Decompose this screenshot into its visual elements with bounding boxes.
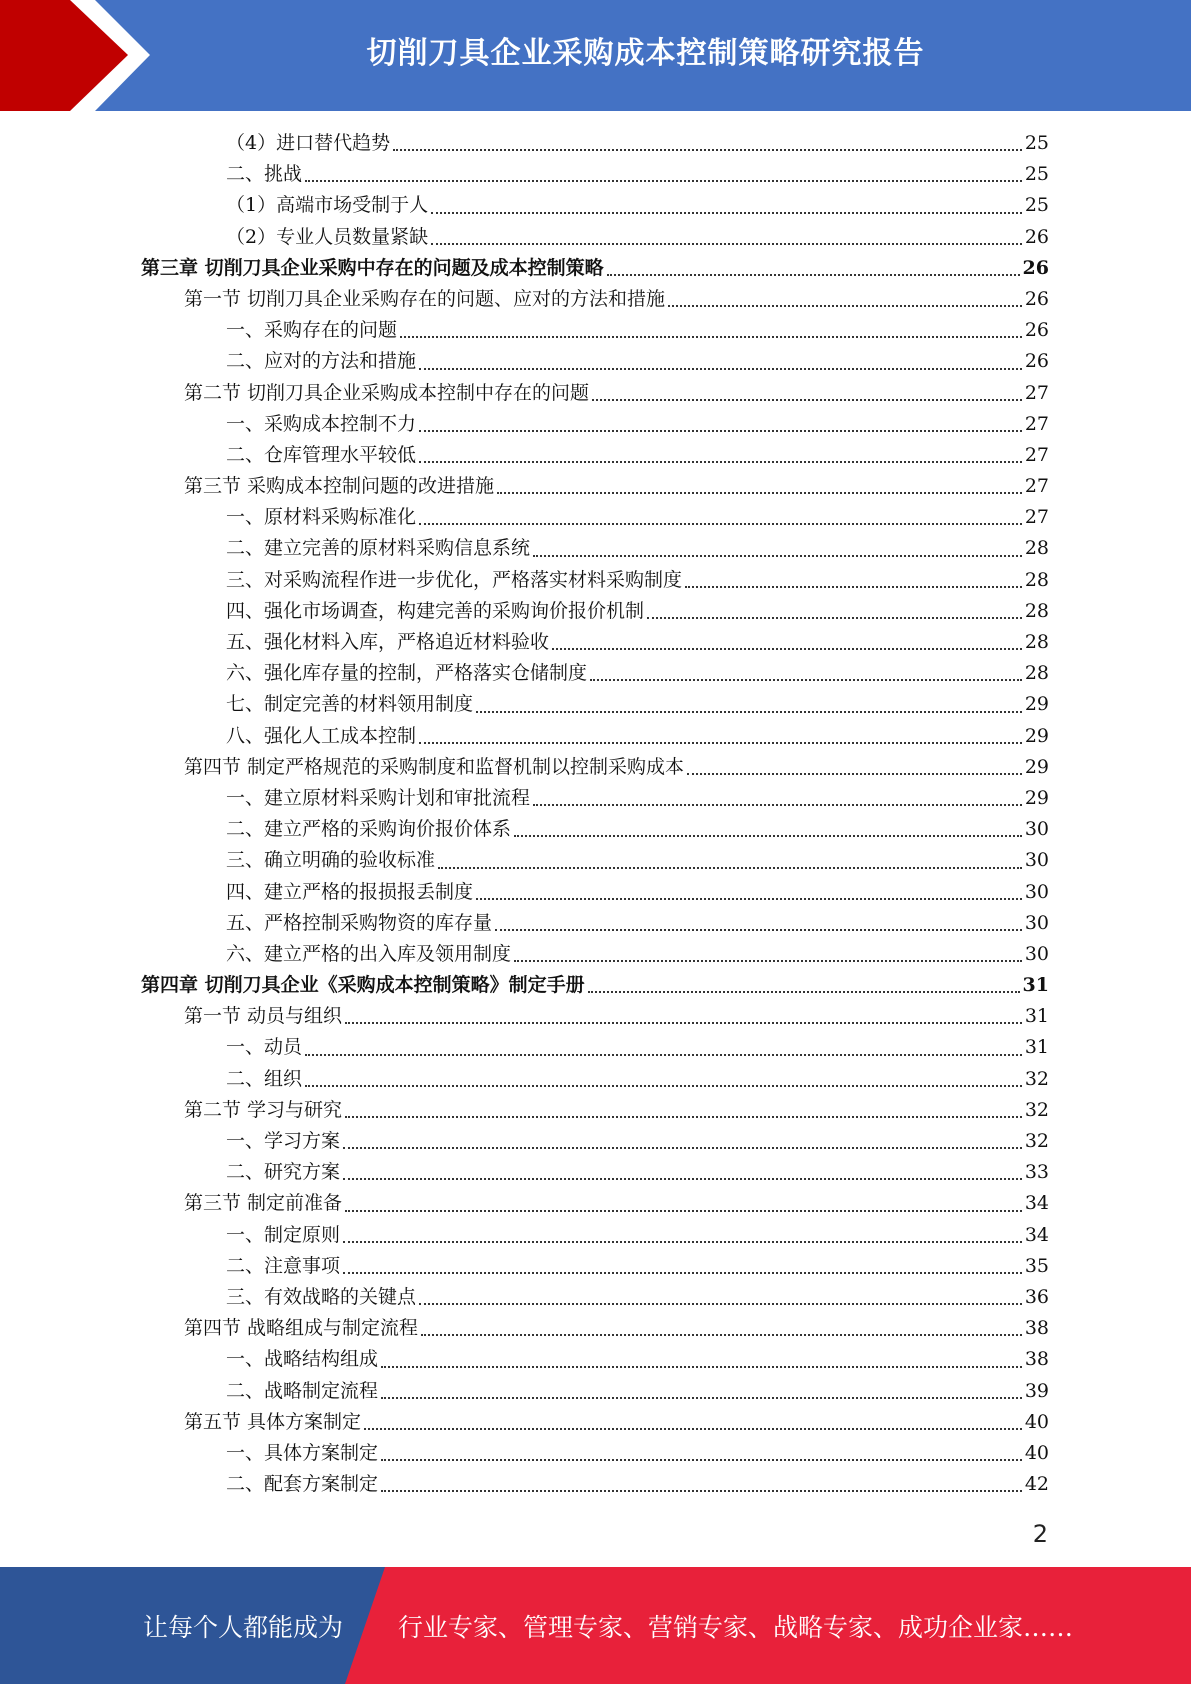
page-number: 2 [1032, 1520, 1048, 1548]
toc-leader-dots [419, 430, 1022, 432]
toc-subsection-entry[interactable] [141, 190, 1049, 221]
toc-entry-title: 一、学习方案 [226, 1130, 341, 1152]
toc-entry-page: 26 [1022, 256, 1049, 279]
toc-chapter-entry[interactable] [141, 253, 1049, 284]
toc-entry-title: 二、组织 [226, 1067, 303, 1090]
toc-leader-dots [419, 461, 1022, 463]
toc-entry-page: 29 [1024, 786, 1049, 809]
toc-subsection-entry[interactable] [141, 315, 1049, 346]
toc-leader-dots [497, 492, 1022, 494]
toc-leader-dots [431, 243, 1022, 245]
toc-entry-page: 30 [1024, 880, 1049, 903]
toc-subsection-entry[interactable] [141, 1064, 1049, 1095]
toc-entry-page: 25 [1024, 132, 1049, 154]
toc-entry-title: 二、建立严格的采购询价报价体系 [226, 818, 512, 841]
toc-subsection-entry[interactable] [141, 1282, 1049, 1313]
toc-section-entry[interactable] [141, 378, 1049, 409]
toc-leader-dots [647, 617, 1022, 619]
toc-leader-dots [345, 1116, 1022, 1118]
toc-subsection-entry[interactable] [141, 814, 1049, 845]
toc-subsection-entry[interactable] [141, 596, 1049, 627]
toc-section-entry[interactable] [141, 471, 1049, 502]
toc-leader-dots [590, 679, 1022, 681]
toc-leader-dots [419, 368, 1022, 370]
toc-entry-title: 第一节 动员与组织 [184, 1005, 343, 1028]
toc-entry-page: 27 [1024, 443, 1049, 466]
toc-entry-title: 五、严格控制采购物资的库存量 [226, 911, 493, 934]
toc-section-entry[interactable] [141, 1095, 1049, 1126]
table-of-contents [141, 128, 1049, 1500]
toc-subsection-entry[interactable] [141, 1126, 1049, 1157]
toc-entry-page: 34 [1024, 1223, 1049, 1246]
toc-leader-dots [345, 1022, 1022, 1024]
toc-entry-title: 第四章 切削刀具企业《采购成本控制策略》制定手册 [141, 974, 585, 997]
toc-leader-dots [343, 1272, 1022, 1274]
toc-entry-page: 42 [1024, 1473, 1049, 1496]
toc-entry-page: 33 [1024, 1161, 1049, 1184]
toc-subsection-entry[interactable] [141, 1157, 1049, 1188]
toc-entry-page: 27 [1024, 381, 1049, 404]
toc-entry-title: 二、战略制定流程 [226, 1379, 379, 1402]
toc-entry-page: 40 [1024, 1410, 1049, 1433]
toc-subsection-entry[interactable] [141, 783, 1049, 814]
toc-entry-title: （2）专业人员数量紧缺 [226, 225, 429, 248]
toc-leader-dots [364, 1428, 1022, 1430]
toc-entry-page: 32 [1024, 1098, 1049, 1121]
toc-entry-title: 六、强化库存量的控制，严格落实仓储制度 [226, 662, 588, 685]
toc-leader-dots [343, 1178, 1022, 1180]
toc-entry-page: 25 [1024, 194, 1049, 217]
toc-entry-page: 30 [1024, 911, 1049, 934]
toc-entry-title: 一、具体方案制定 [226, 1441, 379, 1464]
toc-entry-page: 29 [1024, 693, 1049, 716]
toc-subsection-entry[interactable] [141, 409, 1049, 440]
toc-entry-title: 一、建立原材料采购计划和审批流程 [226, 786, 531, 809]
toc-leader-dots [588, 991, 1020, 993]
toc-entry-page: 28 [1024, 662, 1049, 685]
toc-section-entry[interactable] [141, 1188, 1049, 1219]
toc-leader-dots [438, 867, 1022, 869]
document-title: 切削刀具企业采购成本控制策略研究报告 [366, 36, 925, 71]
toc-subsection-entry[interactable] [141, 845, 1049, 876]
toc-leader-dots [419, 523, 1022, 525]
toc-entry-title: 一、制定原则 [226, 1223, 341, 1246]
toc-entry-page: 28 [1024, 631, 1049, 653]
toc-entry-title: 二、配套方案制定 [226, 1473, 379, 1496]
toc-subsection-entry[interactable] [141, 877, 1049, 908]
toc-entry-page: 26 [1024, 350, 1049, 373]
toc-subsection-entry[interactable] [141, 1032, 1049, 1063]
toc-entry-title: 二、应对的方法和措施 [226, 350, 417, 373]
toc-entry-page: 34 [1024, 1192, 1049, 1215]
toc-leader-dots [381, 1459, 1022, 1461]
page-header [0, 0, 1191, 111]
toc-subsection-entry[interactable] [141, 1251, 1049, 1282]
toc-leader-dots [533, 804, 1022, 806]
toc-subsection-entry[interactable] [141, 627, 1049, 658]
toc-subsection-entry[interactable] [141, 658, 1049, 689]
toc-subsection-entry[interactable] [141, 565, 1049, 596]
toc-subsection-entry[interactable] [141, 1376, 1049, 1407]
toc-entry-page: 27 [1024, 412, 1049, 435]
toc-entry-title: 三、有效战略的关键点 [226, 1285, 417, 1308]
toc-entry-page: 31 [1024, 1036, 1049, 1059]
footer-slogan-right: 行业专家、管理专家、营销专家、战略专家、成功企业家…… [398, 1612, 1074, 1642]
toc-subsection-entry[interactable] [141, 159, 1049, 190]
toc-leader-dots [419, 742, 1022, 744]
toc-entry-page: 30 [1024, 849, 1049, 872]
toc-entry-page: 26 [1024, 319, 1049, 342]
toc-entry-title: 第三节 采购成本控制问题的改进措施 [184, 475, 495, 498]
toc-entry-title: 二、研究方案 [226, 1161, 341, 1184]
toc-entry-title: 第四节 战略组成与制定流程 [184, 1317, 419, 1340]
toc-entry-page: 31 [1024, 1005, 1049, 1028]
toc-entry-title: 八、强化人工成本控制 [226, 724, 417, 747]
toc-leader-dots [393, 149, 1022, 151]
toc-entry-page: 26 [1024, 225, 1049, 248]
toc-leader-dots [305, 1085, 1022, 1087]
toc-entry-title: 第五节 具体方案制定 [184, 1410, 362, 1433]
toc-section-entry[interactable] [141, 1407, 1049, 1438]
toc-entry-page: 28 [1024, 537, 1049, 560]
toc-entry-title: 第三节 制定前准备 [184, 1192, 343, 1215]
toc-subsection-entry[interactable] [141, 440, 1049, 471]
toc-entry-title: 一、采购成本控制不力 [226, 412, 417, 435]
toc-leader-dots [381, 1397, 1022, 1399]
toc-subsection-entry[interactable] [141, 908, 1049, 939]
toc-leader-dots [592, 399, 1022, 401]
toc-subsection-entry[interactable] [141, 533, 1049, 564]
toc-subsection-entry[interactable] [141, 1438, 1049, 1469]
toc-leader-dots [381, 1366, 1022, 1368]
toc-section-entry[interactable] [141, 284, 1049, 315]
toc-entry-title: 第三章 切削刀具企业采购中存在的问题及成本控制策略 [141, 256, 604, 279]
toc-subsection-entry[interactable] [141, 502, 1049, 533]
toc-entry-page: 27 [1024, 506, 1049, 529]
toc-entry-page: 25 [1024, 163, 1049, 186]
toc-subsection-entry[interactable] [141, 222, 1049, 253]
toc-entry-title: 四、强化市场调查，构建完善的采购询价报价机制 [226, 599, 645, 622]
toc-entry-title: （1）高端市场受制于人 [226, 194, 429, 217]
toc-entry-title: 二、挑战 [226, 163, 303, 186]
toc-entry-title: 第二节 切削刀具企业采购成本控制中存在的问题 [184, 381, 590, 404]
toc-subsection-entry[interactable] [141, 1344, 1049, 1375]
toc-leader-dots [476, 711, 1022, 713]
toc-subsection-entry[interactable] [141, 939, 1049, 970]
toc-section-entry[interactable] [141, 752, 1049, 783]
toc-entry-page: 32 [1024, 1067, 1049, 1090]
toc-subsection-entry[interactable] [141, 721, 1049, 752]
toc-entry-title: 一、采购存在的问题 [226, 319, 398, 342]
toc-subsection-entry[interactable] [141, 689, 1049, 720]
page-footer [0, 1567, 1191, 1684]
toc-entry-title: 一、动员 [226, 1036, 303, 1059]
toc-entry-title: 六、建立严格的出入库及领用制度 [226, 942, 512, 965]
red-arrow-decoration [0, 0, 160, 111]
toc-leader-dots [514, 835, 1022, 837]
toc-entry-page: 29 [1024, 755, 1049, 778]
toc-leader-dots [431, 212, 1022, 214]
toc-leader-dots [495, 929, 1022, 931]
toc-entry-page: 38 [1024, 1348, 1049, 1371]
toc-entry-title: （4）进口替代趋势 [226, 132, 391, 154]
toc-entry-title: 二、仓库管理水平较低 [226, 443, 417, 466]
toc-entry-title: 二、建立完善的原材料采购信息系统 [226, 537, 531, 560]
toc-entry-page: 27 [1024, 475, 1049, 498]
footer-slogan-left: 让每个人都能成为 [143, 1612, 344, 1642]
toc-leader-dots [668, 305, 1022, 307]
toc-entry-page: 31 [1022, 974, 1049, 997]
toc-entry-title: 五、强化材料入库，严格追近材料验收 [226, 631, 550, 653]
toc-entry-page: 36 [1024, 1285, 1049, 1308]
toc-entry-title: 一、战略结构组成 [226, 1348, 379, 1371]
toc-entry-page: 26 [1024, 287, 1049, 310]
toc-entry-page: 28 [1024, 568, 1049, 591]
toc-entry-title: 二、注意事项 [226, 1254, 341, 1277]
toc-entry-page: 35 [1024, 1254, 1049, 1277]
toc-entry-title: 七、制定完善的材料领用制度 [226, 693, 474, 716]
toc-subsection-entry[interactable] [141, 1220, 1049, 1251]
toc-entry-page: 29 [1024, 724, 1049, 747]
toc-subsection-entry[interactable] [141, 128, 1049, 159]
toc-entry-page: 32 [1024, 1130, 1049, 1152]
toc-leader-dots [607, 274, 1020, 276]
toc-leader-dots [345, 1210, 1022, 1212]
toc-leader-dots [343, 1241, 1022, 1243]
toc-entry-page: 38 [1024, 1317, 1049, 1340]
toc-subsection-entry[interactable] [141, 1469, 1049, 1500]
toc-leader-dots [421, 1334, 1022, 1336]
toc-entry-title: 一、原材料采购标准化 [226, 506, 417, 529]
toc-entry-title: 第二节 学习与研究 [184, 1098, 343, 1121]
toc-chapter-entry[interactable] [141, 970, 1049, 1001]
toc-entry-title: 三、对采购流程作进一步优化，严格落实材料采购制度 [226, 568, 683, 591]
toc-leader-dots [305, 1054, 1022, 1056]
toc-leader-dots [305, 180, 1022, 182]
toc-entry-page: 28 [1024, 599, 1049, 622]
toc-leader-dots [343, 1147, 1022, 1149]
toc-entry-title: 四、建立严格的报损报丢制度 [226, 880, 474, 903]
toc-section-entry[interactable] [141, 1313, 1049, 1344]
toc-section-entry[interactable] [141, 1001, 1049, 1032]
toc-entry-title: 三、确立明确的验收标准 [226, 849, 436, 872]
toc-entry-page: 40 [1024, 1441, 1049, 1464]
toc-subsection-entry[interactable] [141, 346, 1049, 377]
toc-entry-title: 第一节 切削刀具企业采购存在的问题、应对的方法和措施 [184, 287, 666, 310]
toc-leader-dots [476, 898, 1022, 900]
toc-leader-dots [533, 555, 1022, 557]
toc-leader-dots [685, 586, 1022, 588]
toc-leader-dots [381, 1490, 1022, 1492]
toc-leader-dots [552, 648, 1022, 650]
toc-leader-dots [419, 1303, 1022, 1305]
toc-leader-dots [687, 773, 1022, 775]
toc-entry-page: 39 [1024, 1379, 1049, 1402]
toc-entry-page: 30 [1024, 942, 1049, 965]
toc-entry-title: 第四节 制定严格规范的采购制度和监督机制以控制采购成本 [184, 755, 685, 778]
toc-entry-page: 30 [1024, 818, 1049, 841]
toc-leader-dots [400, 336, 1022, 338]
toc-leader-dots [514, 960, 1022, 962]
